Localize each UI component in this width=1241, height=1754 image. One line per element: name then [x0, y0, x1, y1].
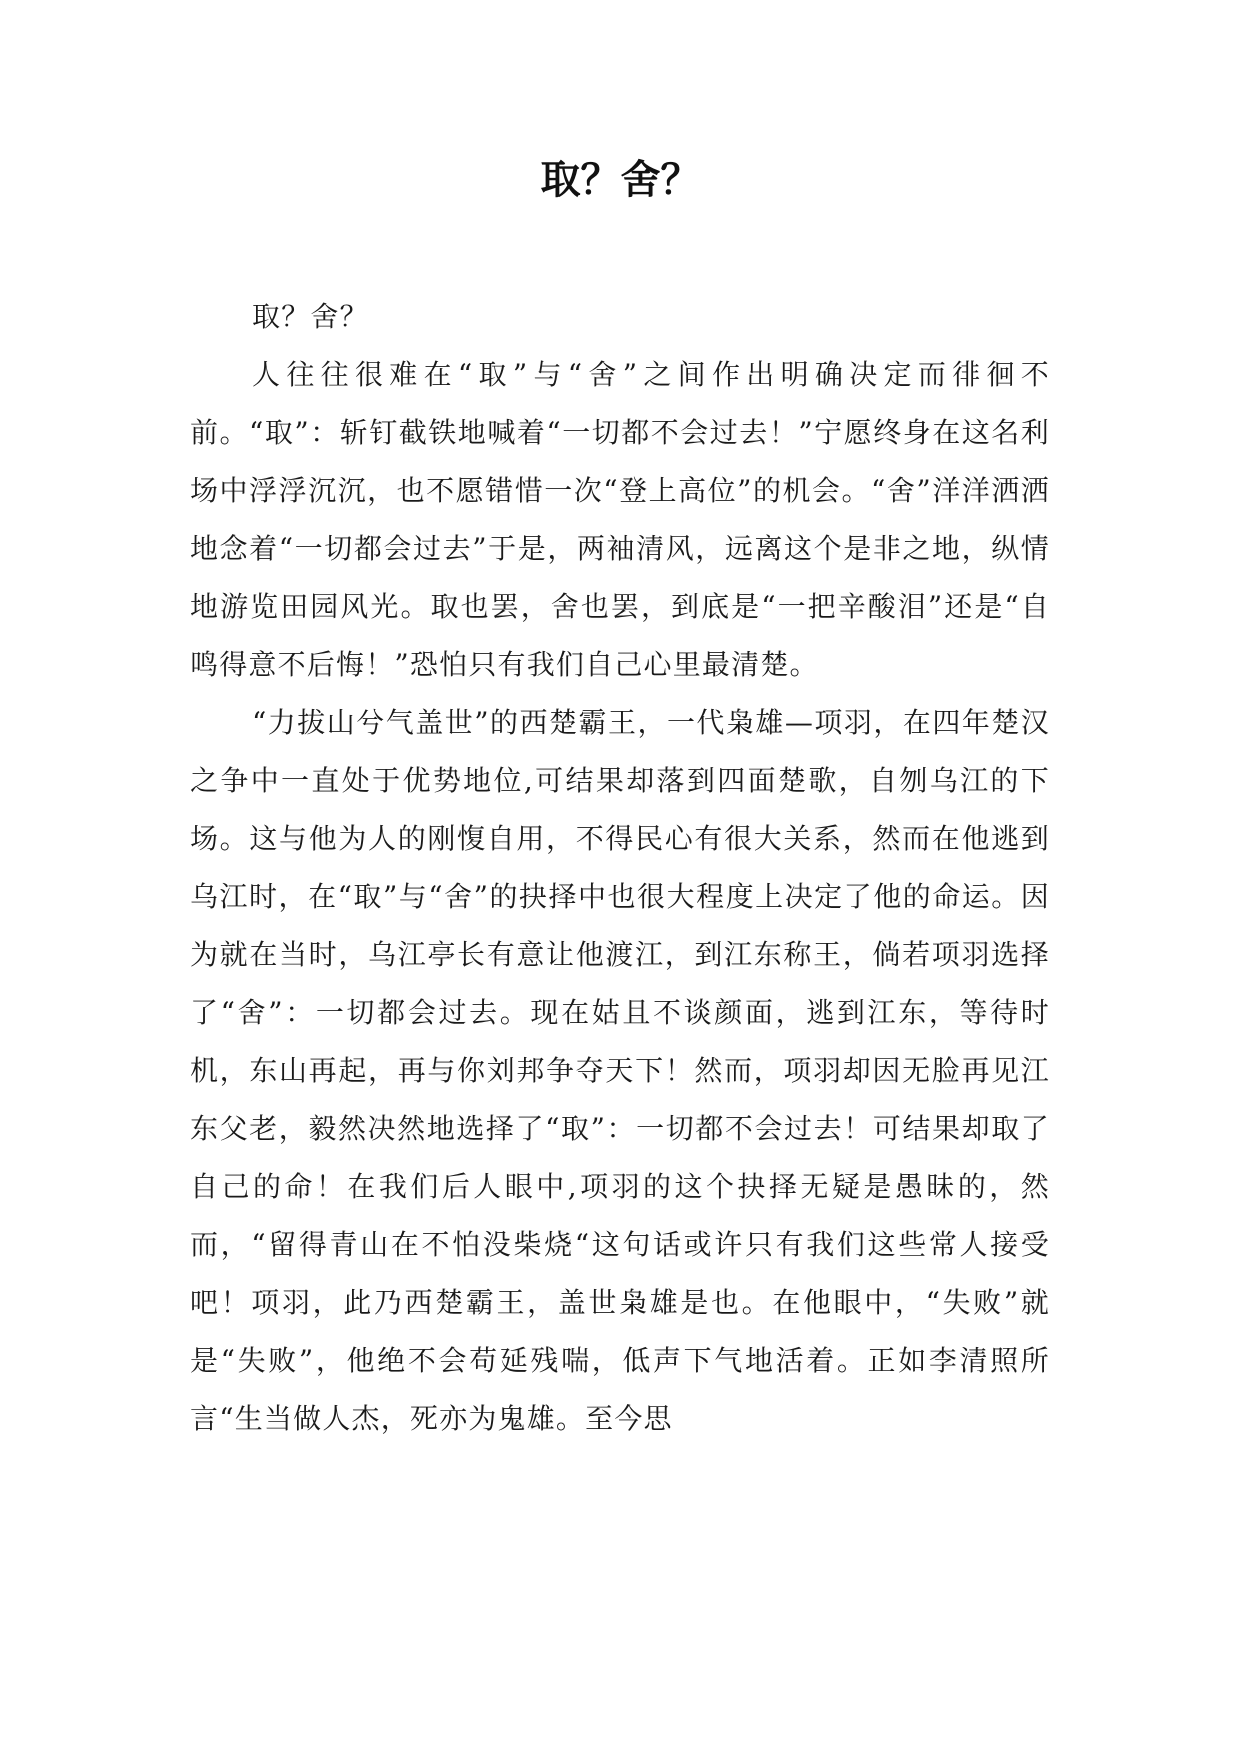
- document-title: 取？舍？: [540, 156, 701, 203]
- document-body: [190, 288, 1050, 1448]
- paragraph-intro: 人往往很难在“取”与“舍”之间作出明确决定而徘徊不前。“取”：斩钉截铁地喊着“一切都不会过去！”宁愿终身在这名利场中浮浮沉沉，也不愿错惜一次“登上高位”的机会。“舍”洋洋洒洒地念着“一切都会过去”于是，两袖清风，远离这个是非之地，纵情地游览田园风光。取也罢，舍也罢，到底是“一把辛酸泪”还是“自鸣得意不后悔！”恐怕只有我们自己心里最清楚。: [190, 358, 1050, 681]
- paragraph-xiangyu: “力拔山兮气盖世”的西楚霸王，一代枭雄—项羽，在四年楚汉之争中一直处于优势地位,可结果却落到四面楚歌，自刎乌江的下场。这与他为人的刚愎自用，不得民心有很大关系，然而在他逃到乌江时，在“取”与“舍”的抉择中也很大程度上决定了他的命运。因为就在当时，乌江亭长有意让他渡江，到江东称王，倘若项羽选择了“舍”：一切都会过去。现在姑且不谈颜面，逃到江东，等待时机，东山再起，再与你刘邦争夺天下！然而，项羽却因无脸再见江东父老，毅然决然地选择了“取”：一切都不会过去！可结果却取了自己的命！在我们后人眼中,项羽的这个抉择无疑是愚昧的，然而，“留得青山在不怕没柴烧“这句话或许只有我们这些常人接受吧！项羽，此乃西楚霸王，盖世枭雄是也。在他眼中，“失败”就是“失败”，他绝不会苟延残喘，低声下气地活着。正如李清照所言“生当做人杰，死亦为鬼雄。至今思: [190, 706, 1050, 1435]
- paragraph-heading: 取？舍？: [252, 300, 369, 333]
